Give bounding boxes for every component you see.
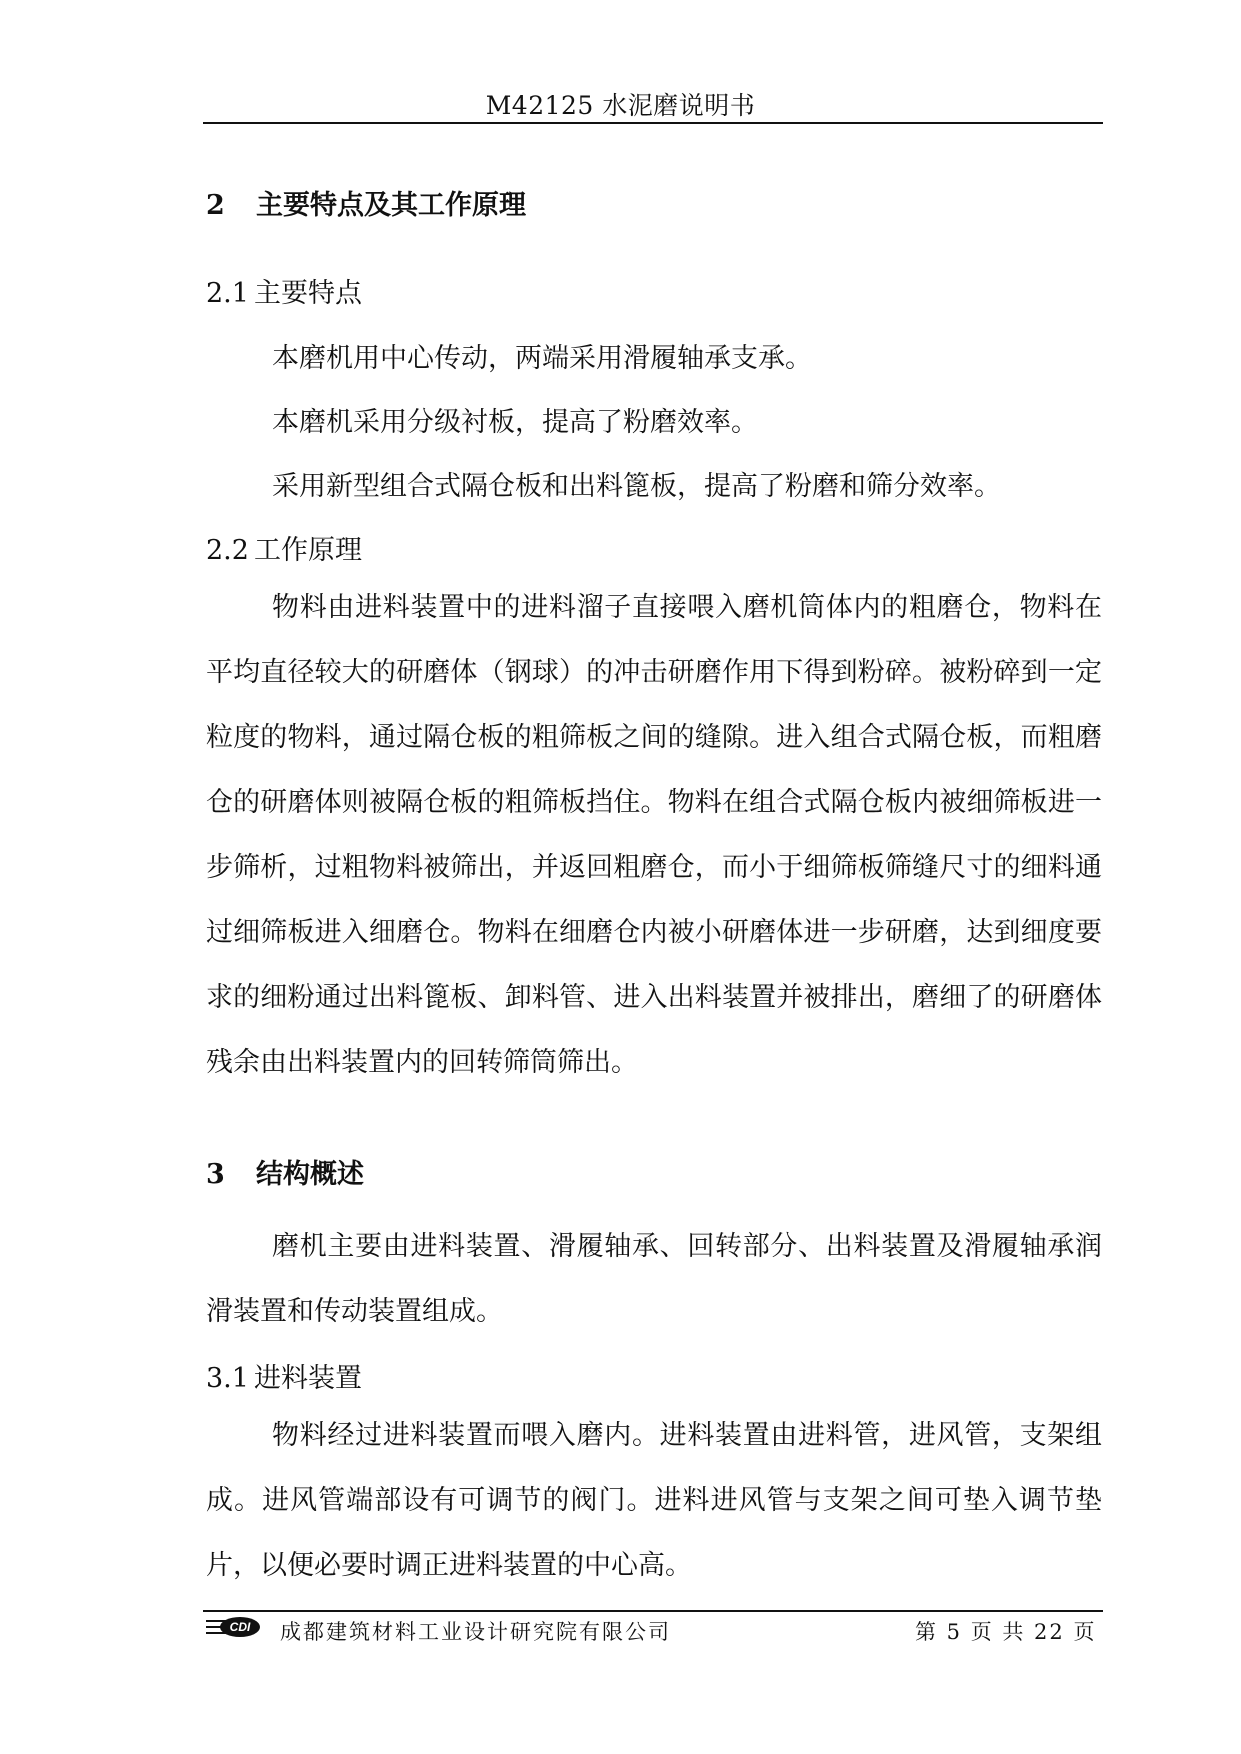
section-3-heading (206, 1152, 364, 1191)
feature-item: 本磨机采用分级衬板，提高了粉磨效率。 (272, 407, 758, 438)
section-2-1-heading (206, 271, 362, 310)
company-logo (206, 1615, 262, 1639)
feature-item: 采用新型组合式隔仓板和出料篦板，提高了粉磨和筛分效率。 (272, 471, 1001, 502)
logo-text: CDI (229, 1620, 251, 1634)
section-2-2-number: 2.2 (206, 535, 249, 566)
principle-paragraph: 物料由进料装置中的进料溜子直接喂入磨机筒体内的粗磨仓，物料在平均直径较大的研磨体（钢球）的冲击研磨作用下得到粉碎。被粉碎到一定粒度的物料，通过隔仓板的粗筛板之间的缝隙。进入组合式隔仓板，而粗磨仓的研磨体则被隔仓板的粗筛板挡住。物料在组合式隔仓板内被细筛板进一步筛析，过粗物料被筛出，并返回粗磨仓，而小于细筛板筛缝尺寸的细料通过细筛板进入细磨仓。物料在细磨仓内被小研磨体进一步研磨，达到细度要求的细粉通过出料篦板、卸料管、进入出料装置并被排出，磨细了的研磨体残余由出料装置内的回转筛筒筛出。 (206, 592, 1102, 1078)
header-title: M42125 水泥磨说明书 (485, 91, 756, 120)
section-2-heading (206, 183, 526, 222)
section-2-title: 主要特点及其工作原理 (256, 190, 526, 221)
footer-rule (203, 1610, 1103, 1612)
section-2-2-title: 工作原理 (254, 535, 362, 566)
feed-device-paragraph: 物料经过进料装置而喂入磨内。进料装置由进料管，进风管，支架组成。进风管端部设有可调节的阀门。进料进风管与支架之间可垫入调节垫片，以便必要时调正进料装置的中心高。 (206, 1420, 1102, 1581)
section-2-1-number: 2.1 (206, 278, 249, 309)
section-2-2-heading (206, 528, 362, 567)
section-3-number: 3 (206, 1159, 225, 1190)
structure-intro-paragraph: 磨机主要由进料装置、滑履轴承、回转部分、出料装置及滑履轴承润滑装置和传动装置组成。 (206, 1231, 1102, 1327)
section-3-1-title: 进料装置 (254, 1363, 362, 1394)
section-3-1-heading (206, 1356, 362, 1395)
section-3-title: 结构概述 (256, 1159, 364, 1190)
header-rule (203, 122, 1103, 124)
section-2-1-title: 主要特点 (254, 278, 362, 309)
feature-item: 本磨机用中心传动，两端采用滑履轴承支承。 (272, 343, 812, 374)
footer-company: 成都建筑材料工业设计研究院有限公司 (280, 1620, 671, 1644)
section-3-1-number: 3.1 (206, 1363, 249, 1394)
section-2-number: 2 (206, 190, 225, 221)
page-number: 第 5 页 共 22 页 (915, 1620, 1097, 1644)
